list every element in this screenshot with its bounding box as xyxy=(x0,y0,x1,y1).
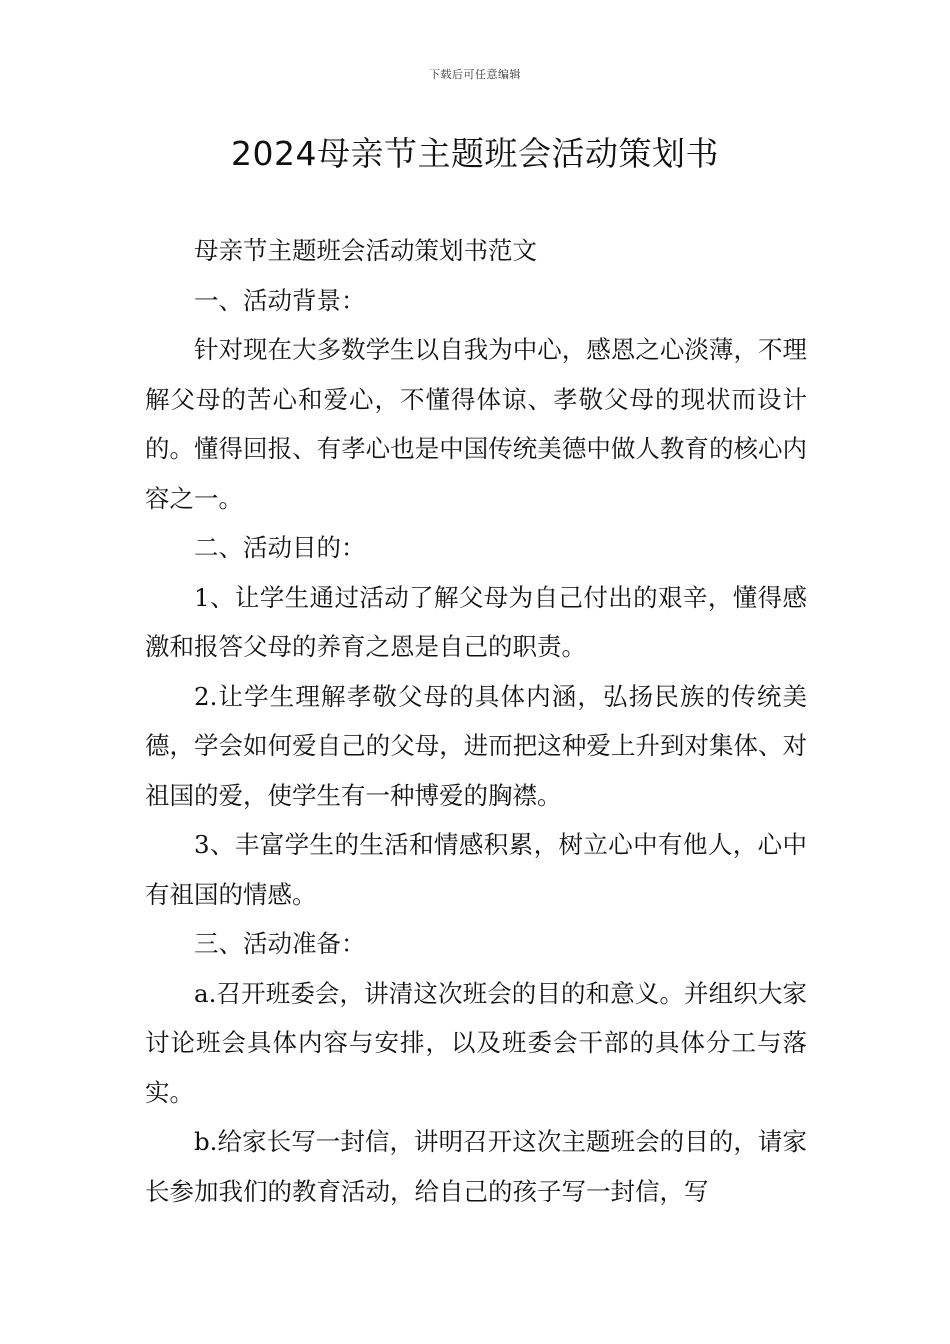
section-heading-goals: 二、活动目的： xyxy=(194,533,366,562)
paragraph-prep-a: a.召开班委会，讲清这次班会的目的和意义。并组织大家讨论班会具体内容与安排，以及班委会干部的具体分工与落实。 xyxy=(145,978,807,1107)
paragraph-goal-3: 3、丰富学生的生活和情感积累，树立心中有他人，心中有祖国的情感。 xyxy=(145,830,807,909)
document-body xyxy=(145,226,807,1216)
paragraph-subtitle: 母亲节主题班会活动策划书范文 xyxy=(194,236,537,265)
header-note: 下载后可任意编辑 xyxy=(429,68,521,81)
paragraph-goal-2: 2.让学生理解孝敬父母的具体内涵，弘扬民族的传统美德，学会如何爱自己的父母，进而把这种爱上升到对集体、对祖国的爱，使学生有一种博爱的胸襟。 xyxy=(145,681,807,810)
document-title: 2024母亲节主题班会活动策划书 xyxy=(231,134,719,173)
paragraph-prep-b: b.给家长写一封信，讲明召开这次主题班会的目的，请家长参加我们的教育活动，给自己的孩子写一封信，写 xyxy=(145,1127,807,1206)
paragraph-background: 针对现在大多数学生以自我为中心，感恩之心淡薄，不理解父母的苦心和爱心，不懂得体谅、孝敬父母的现状而设计的。懂得回报、有孝心也是中国传统美德中做人教育的核心内容之一。 xyxy=(145,335,807,513)
paragraph-goal-1: 1、让学生通过活动了解父母为自己付出的艰辛，懂得感激和报答父母的养育之恩是自己的职责。 xyxy=(145,582,807,661)
section-heading-background: 一、活动背景： xyxy=(194,285,366,315)
section-heading-preparation: 三、活动准备： xyxy=(194,929,366,958)
